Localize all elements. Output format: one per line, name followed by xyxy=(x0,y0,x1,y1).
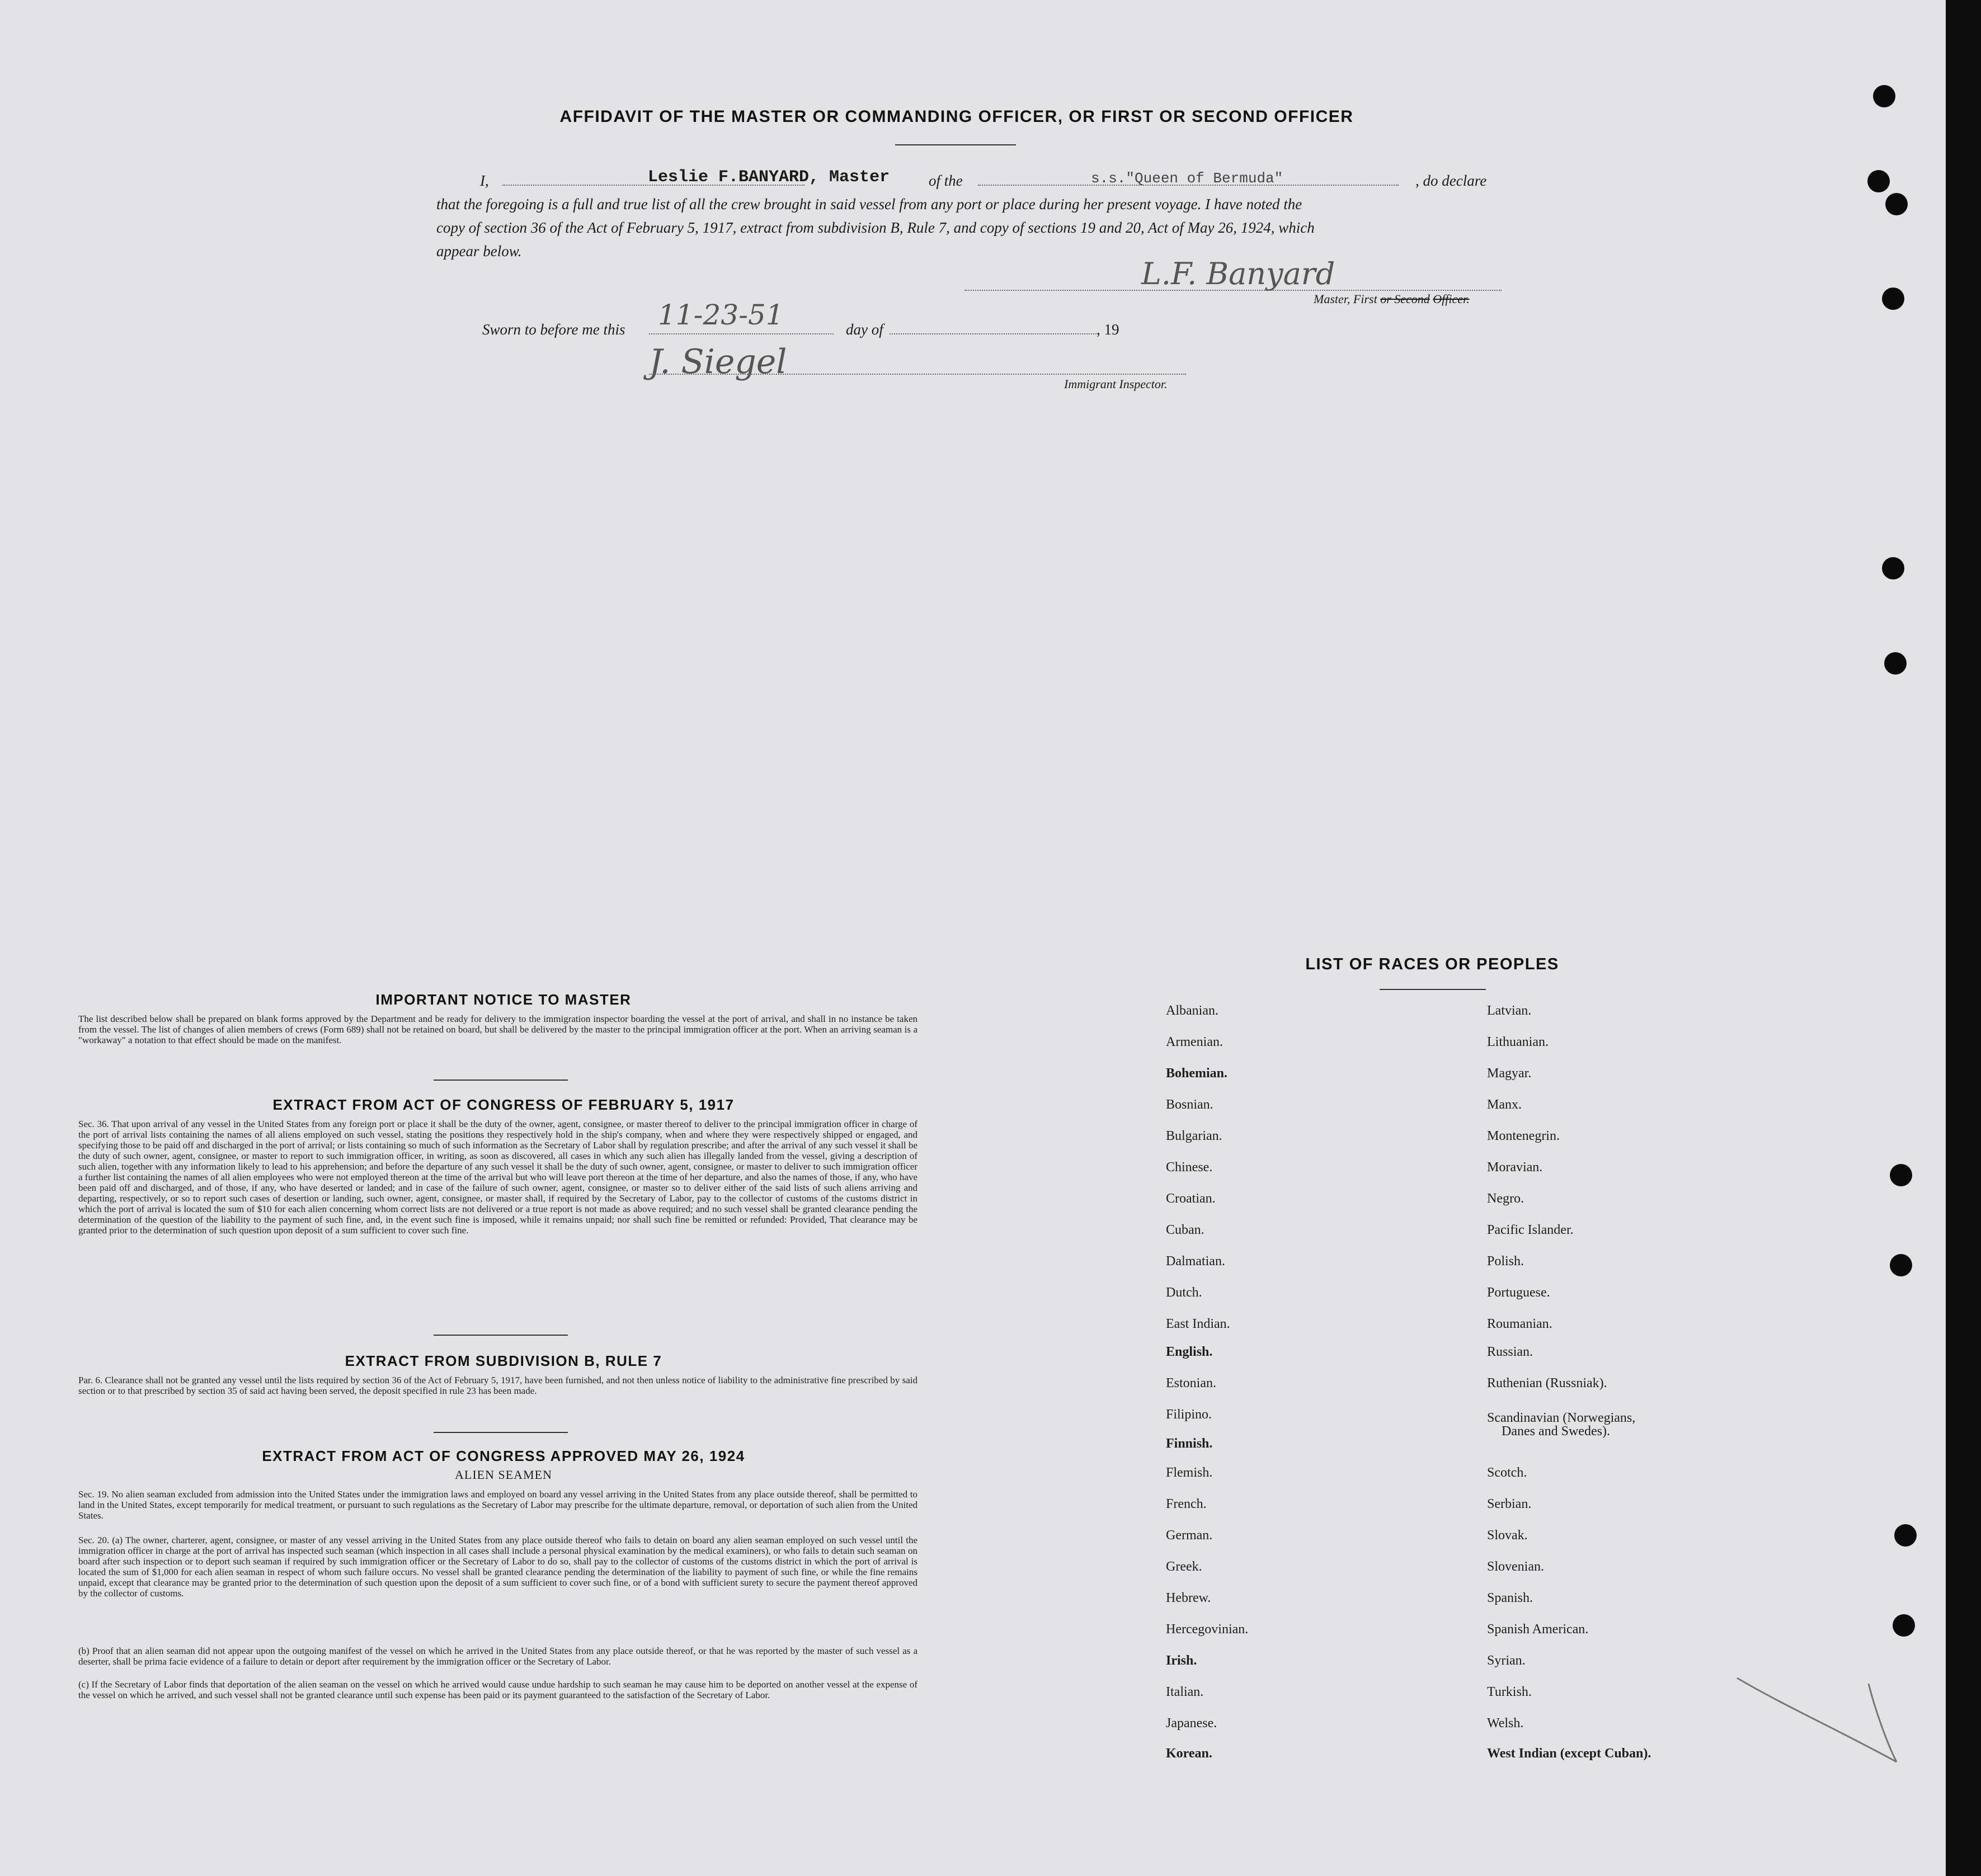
extract-1924-heading: EXTRACT FROM ACT OF CONGRESS APPROVED MAY 26, 1924 xyxy=(262,1448,745,1464)
race-left-item: French. xyxy=(1166,1497,1207,1511)
year-label: , 19 xyxy=(1097,321,1119,338)
extract-1917-heading: EXTRACT FROM ACT OF CONGRESS OF FEBRUARY 5, 1917 xyxy=(272,1096,735,1113)
affidavit-line-2: that the foregoing is a full and true list of all the crew brought in said vessel from any port or place during her present voyage. I have noted the xyxy=(436,196,1302,213)
sec20a-text: Sec. 20. (a) The owner, charterer, agent, consignee, or master of any vessel arriving in the United States from any place outside thereof who fails to detain on board any alien seaman employed on such vessel until the immigration officer in charge at the port of arrival has inspected such seaman (which inspection in all cases shall include a personal physical examination by the medical examiners), or who fails to detain such seaman on board after such inspection or to deport such seaman if required by such immigration officer or the Secretary of Labor to do so, shall pay to the collector of customs of the customs district in which the port of arrival is located the sum of $1,000 for each alien seaman in respect of whom such failure occurs. No vessel shall be granted clearance pending the determination of the liability to payment of such fine, or while the fine remains unpaid, except that clearance may be granted prior to the determination of such question upon the deposit of a sum sufficient to cover such fine, or of a bond with sufficient surety to secure the payment thereof approved by the collector of customs. xyxy=(78,1535,917,1599)
race-right-item: Moravian. xyxy=(1487,1160,1543,1175)
race-left-item: Croatian. xyxy=(1166,1191,1216,1206)
race-right-item: Manx. xyxy=(1487,1097,1522,1112)
race-left-item: Bosnian. xyxy=(1166,1097,1213,1112)
races-heading-rule xyxy=(1380,989,1486,990)
inspector-signature: J. Siegel xyxy=(649,342,787,381)
heading-rule xyxy=(895,144,1016,145)
affidavit-heading: AFFIDAVIT OF THE MASTER OR COMMANDING OFFICER, OR FIRST OR SECOND OFFICER xyxy=(559,107,1354,126)
of-the-label: of the xyxy=(929,172,963,189)
race-right-item: Roumanian. xyxy=(1487,1317,1552,1331)
day-of-dotline xyxy=(890,333,1097,334)
race-right-item: Spanish. xyxy=(1487,1591,1533,1605)
officer-caption-suffix: Officer. xyxy=(1433,292,1470,306)
punch-hole-7 xyxy=(1890,1164,1912,1186)
race-left-item: Filipino. xyxy=(1166,1407,1212,1422)
race-left-item: German. xyxy=(1166,1528,1213,1543)
race-right-item: Russian. xyxy=(1487,1345,1533,1359)
race-left-item: Italian. xyxy=(1166,1685,1204,1699)
punch-hole-3 xyxy=(1885,193,1908,215)
affidavit-line-4: appear below. xyxy=(436,243,522,260)
race-right-item: Turkish. xyxy=(1487,1685,1532,1699)
punch-hole-10 xyxy=(1893,1614,1915,1637)
sec20c-text: (c) If the Secretary of Labor finds that deportation of the alien seaman on the vessel on which he arrived would cause undue hardship to such seaman he may cause him to be deported on another vessel at the expense of the vessel on which he arrived, and such vessel shall not be granted clearance until such expense has been paid or its payment guaranteed to the satisfaction of the Secretary of Labor. xyxy=(78,1679,917,1700)
race-right-item: Pacific Islander. xyxy=(1487,1223,1574,1237)
race-right-item: Magyar. xyxy=(1487,1066,1532,1081)
race-left-item: Hebrew. xyxy=(1166,1591,1211,1605)
race-right-item: Serbian. xyxy=(1487,1497,1532,1511)
vessel-name: s.s."Queen of Bermuda" xyxy=(1091,170,1283,187)
officer-caption xyxy=(1314,292,1470,307)
punch-hole-6 xyxy=(1884,652,1907,675)
race-left-item: Korean. xyxy=(1166,1746,1212,1761)
officer-caption-first: First xyxy=(1353,292,1377,306)
punch-hole-2 xyxy=(1867,170,1890,192)
race-right-item: Spanish American. xyxy=(1487,1622,1589,1637)
race-left-item: Dutch. xyxy=(1166,1285,1202,1300)
sworn-label: Sworn to before me this xyxy=(482,321,625,338)
sec19-text: Sec. 19. No alien seaman excluded from admission into the United States under the immigration laws and employed on board any vessel arriving in the United States from any place outside thereof, shall be permitted to land in the United States, except temporarily for medical treatment, or pursuant to such regulations as the Secretary of Labor may prescribe for the ultimate departure, removal, or deportation of such alien from the United States. xyxy=(78,1489,917,1521)
races-heading: LIST OF RACES OR PEOPLES xyxy=(1305,955,1559,973)
alien-seamen-subheading: ALIEN SEAMEN xyxy=(455,1468,552,1482)
punch-hole-1 xyxy=(1873,85,1895,107)
master-name: Leslie F.BANYARD, Master xyxy=(648,168,890,187)
race-left-item: Irish. xyxy=(1166,1653,1197,1668)
race-right-item: Negro. xyxy=(1487,1191,1524,1206)
race-left-item: Flemish. xyxy=(1166,1465,1213,1480)
sworn-date-dotline xyxy=(649,333,834,334)
race-left-item: Cuban. xyxy=(1166,1223,1204,1237)
race-left-item: Albanian. xyxy=(1166,1003,1218,1018)
punch-hole-5 xyxy=(1882,557,1904,579)
officer-signature: L.F. Banyard xyxy=(1141,256,1335,291)
punch-hole-9 xyxy=(1894,1524,1917,1547)
race-right-item: Lithuanian. xyxy=(1487,1035,1549,1049)
race-left-item: Bohemian. xyxy=(1166,1066,1228,1081)
race-left-item: Greek. xyxy=(1166,1559,1202,1574)
do-declare-label: , do declare xyxy=(1415,172,1487,189)
officer-caption-prefix: Master, xyxy=(1314,292,1351,306)
affidavit-line-3: copy of section 36 of the Act of February 5, 1917, extract from subdivision B, Rule 7, and copy of sections 19 and 20, Act of May 26, 1924, which xyxy=(436,219,1315,236)
sworn-line xyxy=(436,299,1164,341)
race-left-item: Dalmatian. xyxy=(1166,1254,1225,1269)
officer-caption-struck: or Second xyxy=(1380,292,1430,306)
i-label: I, xyxy=(480,172,489,189)
race-right-item: Welsh. xyxy=(1487,1716,1524,1731)
race-left-item: Armenian. xyxy=(1166,1035,1223,1049)
race-right-item: Danes and Swedes). xyxy=(1502,1424,1610,1439)
notice-text: The list described below shall be prepared on blank forms approved by the Department and be ready for delivery to the immigration inspector boarding the vessel at the port of arrival, and shall in no instance be taken from the vessel. The list of changes of alien members of crews (Form 689) shall not be retained on board, but shall be delivered by the master to the principal immigration officer at the port. When an arriving seaman is a "workaway" a notation to that effect should be made on the manifest. xyxy=(78,1014,917,1045)
race-right-item: Scotch. xyxy=(1487,1465,1527,1480)
race-left-item: English. xyxy=(1166,1345,1213,1359)
race-right-item: Latvian. xyxy=(1487,1003,1532,1018)
divider-1 xyxy=(434,1080,568,1081)
punch-hole-4 xyxy=(1882,287,1904,310)
officer-signature-line xyxy=(964,290,1502,291)
race-right-item: Slovenian. xyxy=(1487,1559,1544,1574)
affidavit-line-1 xyxy=(436,169,1499,192)
race-right-item: Montenegrin. xyxy=(1487,1129,1560,1143)
race-left-item: Hercegovinian. xyxy=(1166,1622,1249,1637)
inspector-signature-line xyxy=(649,374,1186,375)
race-left-item: Finnish. xyxy=(1166,1436,1213,1451)
race-right-item: Syrian. xyxy=(1487,1653,1526,1668)
race-left-item: Bulgarian. xyxy=(1166,1129,1222,1143)
race-right-item: Ruthenian (Russniak). xyxy=(1487,1376,1607,1390)
day-of-label: day of xyxy=(846,321,883,338)
divider-3 xyxy=(434,1432,568,1433)
pencil-mark xyxy=(1734,1672,1902,1767)
divider-2 xyxy=(434,1335,568,1336)
sec20b-text: (b) Proof that an alien seaman did not appear upon the outgoing manifest of the vessel on which he arrived in the United States from any place outside thereof, or that he was reported by the master of such vessel as a deserter, shall be prima facie evidence of a failure to detain or deport after requirement by the immigration officer or the Secretary of Labor. xyxy=(78,1646,917,1667)
race-right-item: Scandinavian (Norwegians, xyxy=(1487,1411,1636,1425)
extract-rule7-heading: EXTRACT FROM SUBDIVISION B, RULE 7 xyxy=(345,1352,662,1369)
sworn-date: 11-23-51 xyxy=(658,299,784,331)
extract-1917-text: Sec. 36. That upon arrival of any vessel in the United States from any foreign port or place it shall be the duty of the owner, agent, consignee, or master thereof to deliver to the principal immigration officer in charge of the port of arrival lists containing the names of all aliens employed on such vessel, stating the positions they respectively hold in the ship's company, when and where they were respectively shipped or engaged, and specifying those to be paid off and discharged in the port of arrival; or lists containing so much of such information as the Secretary of Labor shall by regulation prescribe; and after the arrival of any such vessel it shall be the duty of such owner, agent, consignee, or master to report to such immigration officer, in writing, as soon as discovered, all cases in which any such alien has illegally landed from the vessel, giving a description of such alien, together with any information likely to lead to his apprehension; and before the departure of any such vessel it shall be the duty of such owner, agent, consignee, or master to deliver to such immigration officer a further list containing the names of all alien employees who were not employed thereon at the time of the arrival but who will leave port thereon at the time of her departure, and also the names of those, if any, who have been paid off and discharged, and of those, if any, who have deserted or landed; and in case of the failure of such owner, agent, consignee, or master so to deliver either of the said lists of such aliens arriving and departing, respectively, or so to report such cases of desertion or landing, such owner, agent, consignee, or master shall, if required by the Secretary of Labor, pay to the collector of customs of the customs district in which the port of arrival is located the sum of $10 for each alien concerning whom correct lists are not delivered or a true report is not made as above required; and no such vessel shall be granted clearance pending the determination of the question of the liability to the payment of such fine, and, in the event such fine is imposed, while it remains unpaid; nor shall such fine be remitted or refunded: Provided, That clearance may be granted prior to the determination of such question upon deposit of a sum sufficient to cover such fine. xyxy=(78,1119,917,1236)
race-left-item: Estonian. xyxy=(1166,1376,1216,1390)
race-left-item: East Indian. xyxy=(1166,1317,1230,1331)
inspector-caption: Immigrant Inspector. xyxy=(1064,377,1168,391)
punch-hole-8 xyxy=(1890,1254,1912,1276)
race-right-item: Portuguese. xyxy=(1487,1285,1550,1300)
notice-heading: IMPORTANT NOTICE TO MASTER xyxy=(375,991,632,1008)
race-left-item: Chinese. xyxy=(1166,1160,1213,1175)
race-right-item: Polish. xyxy=(1487,1254,1524,1269)
race-right-item: West Indian (except Cuban). xyxy=(1487,1746,1651,1761)
race-right-item: Slovak. xyxy=(1487,1528,1528,1543)
extract-rule7-text: Par. 6. Clearance shall not be granted any vessel until the lists required by section 36 of the Act of February 5, 1917, have been furnished, and not then unless notice of liability to the administrative fine prescribed by said section or to that prescribed by section 35 of said act having been served, the deposit specified in rule 23 has been made. xyxy=(78,1375,917,1396)
race-left-item: Japanese. xyxy=(1166,1716,1217,1731)
